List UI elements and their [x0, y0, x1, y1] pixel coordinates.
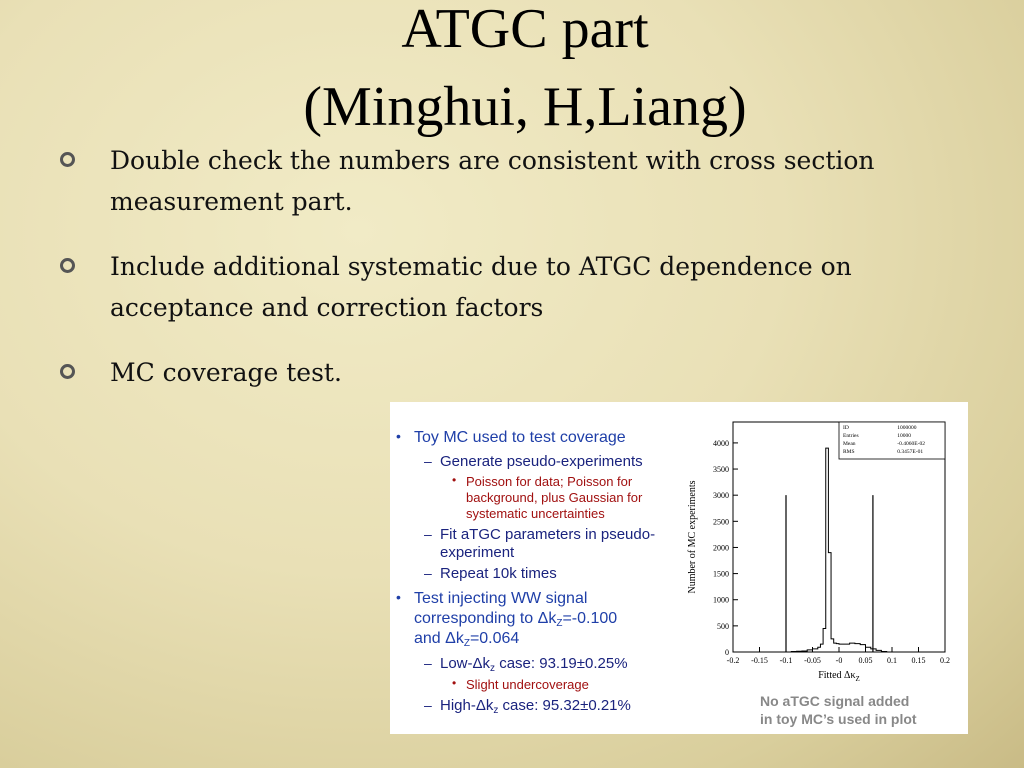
y-tick-label: 2000	[713, 543, 729, 553]
inset-high-case	[440, 697, 631, 720]
text-part: and Δk	[414, 630, 464, 647]
x-tick-label: 0.2	[940, 656, 950, 665]
dash-icon: –	[424, 565, 432, 581]
y-tick-label: 0	[725, 648, 729, 657]
bullet-dot-icon: •	[452, 473, 457, 487]
dash-icon: –	[424, 526, 432, 542]
x-axis-label-subscript: Z	[855, 675, 860, 683]
title-line-2: (Minghui, H,Liang)	[303, 76, 747, 138]
bullet-item	[60, 352, 960, 393]
inset-sub-3: Repeat 10k times	[440, 565, 557, 582]
inset-detail-line-2: background, plus Gaussian for	[466, 490, 643, 505]
x-tick-label: -0.15	[751, 656, 768, 665]
bullet-ring-icon	[60, 258, 75, 273]
text-part: case: 93.19±0.25%	[495, 655, 628, 672]
histogram-series	[786, 448, 892, 652]
bullet-ring-icon	[60, 364, 75, 379]
inset-bullet-2-line-3	[414, 630, 519, 653]
y-axis-label: Number of MC experiments	[687, 480, 698, 594]
inset-sub-2-line-2: experiment	[440, 544, 515, 561]
x-tick-label: -0.1	[779, 656, 793, 665]
subscript: Z	[556, 618, 563, 629]
inset-sub-2-line-1: Fit aTGC parameters in pseudo-	[440, 526, 656, 543]
dash-icon: –	[424, 655, 432, 671]
bullet-text: Include additional systematic due to ATGC dependence on acceptance and correction factors	[110, 252, 852, 322]
bullet-item	[60, 246, 960, 328]
x-tick-label: 0.15	[911, 656, 926, 665]
x-axis-label: Fitted $\Delta\kappa_Z$	[818, 670, 860, 683]
bullet-dot-icon: •	[396, 428, 401, 444]
plot-caption-line-2: in toy MC’s used in plot	[760, 711, 917, 727]
subscript: Z	[463, 638, 470, 649]
text-part: =-0.100	[562, 610, 618, 627]
bullet-ring-icon	[60, 152, 75, 167]
subscript: z	[490, 663, 496, 674]
y-tick-label: 2500	[713, 517, 729, 527]
title-line-1: ATGC part	[401, 0, 649, 60]
text-part: corresponding to Δk	[414, 610, 557, 627]
inset-bullet-2-line-1: Test injecting WW signal	[414, 590, 588, 607]
x-tick-label: 0.05	[858, 656, 873, 665]
bullet-dot-icon: •	[452, 676, 457, 690]
stats-key: ID	[843, 425, 849, 431]
stats-value: -0.4060E-02	[897, 441, 925, 447]
y-tick-label: 3000	[713, 491, 729, 501]
dash-icon: –	[424, 697, 432, 713]
x-tick-label: -0	[835, 656, 843, 665]
y-tick-label: 4000	[713, 438, 729, 448]
y-tick-label: 1000	[713, 595, 729, 605]
x-tick-label: -0.05	[804, 656, 821, 665]
inset-detail-line-1: Poisson for data; Poisson for	[466, 474, 633, 489]
dash-icon: –	[424, 453, 432, 469]
stats-key: Entries	[843, 433, 859, 439]
stats-key: RMS	[843, 449, 855, 455]
y-tick-label: 500	[717, 621, 729, 631]
stats-value: 10000	[897, 433, 912, 439]
x-tick-label: -0.2	[726, 656, 740, 665]
inset-detail-line-3: systematic uncertainties	[466, 506, 605, 521]
inset-bullet-1: Toy MC used to test coverage	[414, 429, 626, 446]
stats-key: Mean	[843, 441, 856, 447]
plot-caption-line-1: No aTGC signal added	[760, 693, 910, 709]
y-tick-label: 3500	[713, 465, 729, 475]
inset-low-case	[440, 655, 628, 678]
bullet-text: MC coverage test.	[110, 358, 342, 387]
inset-image	[390, 402, 968, 734]
bullet-dot-icon: •	[396, 589, 401, 605]
y-tick-label: 1500	[713, 569, 729, 579]
text-part: =0.064	[469, 630, 520, 647]
bullet-item	[60, 140, 960, 222]
bullet-text: Double check the numbers are consistent with cross section measurement part.	[110, 146, 875, 216]
inset-sub-1: Generate pseudo-experiments	[440, 453, 643, 470]
histogram-chart	[680, 410, 968, 690]
stats-value: 1000000	[897, 425, 917, 431]
text-part: High-Δk	[440, 697, 494, 714]
bullet-list	[60, 140, 960, 417]
inset-low-detail: Slight undercoverage	[466, 677, 589, 692]
text-part: case: 95.32±0.21%	[498, 697, 631, 714]
x-tick-label: 0.1	[887, 656, 897, 665]
subscript: z	[493, 705, 499, 716]
stats-value: 0.3457E-01	[897, 449, 924, 455]
text-part: Low-Δk	[440, 655, 491, 672]
